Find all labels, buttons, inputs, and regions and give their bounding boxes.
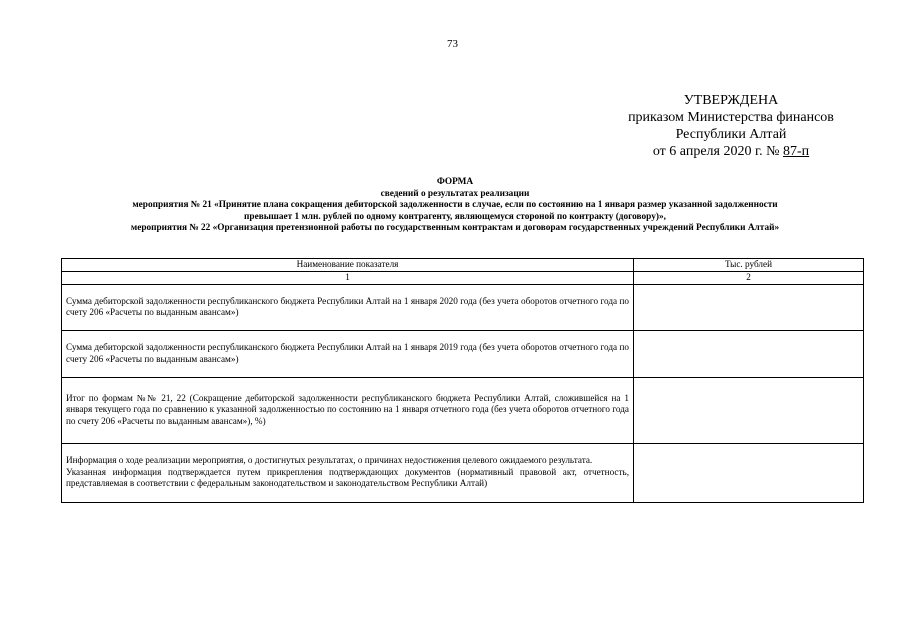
table-header-row (62, 259, 864, 272)
value-cell[interactable] (634, 377, 864, 443)
form-header (30, 177, 880, 235)
table-row (62, 284, 864, 330)
indicator-debt-2019: Сумма дебиторской задолженности республиканского бюджета Республики Алтай на 1 января 2019 года (без учета оборотов отчетного года по счету 206 «Расчеты по выданным авансам») (62, 330, 634, 377)
indicator-total-reduction: Итог по формам №№ 21, 22 (Сокращение дебиторской задолженности республиканского бюджета Республики Алтай, сложившейся на 1 января текущего года по сравнению к указанной задолженностью по состоянию на 1 января отчетного года (без учета оборотов отчетного года по счету 206 «Расчеты по выданным авансам»), %) (62, 377, 634, 443)
approval-date-line (560, 143, 902, 160)
progress-info-confirmation: Указанная информация подтверждается путем прикрепления подтверждающих документов (нормативный правовой акт, отчетность, представляемая в соответствии с федеральным законодательством и законодательством Республики Алтай) (66, 466, 629, 489)
progress-info-text: Информация о ходе реализации мероприятия, о достигнутых результатах, о причинах недостижения целевого ожидаемого результата. (66, 455, 593, 466)
form-measure-21-line2: превышает 1 млн. рублей по одному контрагенту, являющемуся стороной по контракту (договору)», (244, 211, 666, 222)
column-number-1: 1 (62, 271, 634, 284)
form-measure-21-line1: мероприятия № 21 «Принятие плана сокращения дебиторской задолженности в случае, если по состоянию на 1 января размер указанной задолженности (132, 200, 778, 211)
approval-date: от 6 апреля 2020 г. № (652, 144, 783, 159)
column-header-thousand-rubles: Тыс. рублей (634, 259, 864, 272)
form-title: ФОРМА (436, 177, 474, 187)
indicator-debt-2020: Сумма дебиторской задолженности республиканского бюджета Республики Алтай на 1 января 2020 года (без учета оборотов отчетного года по счету 206 «Расчеты по выданным авансам») (62, 284, 634, 330)
approval-title: УТВЕРЖДЕНА (683, 93, 779, 108)
column-number-2: 2 (634, 271, 864, 284)
value-cell[interactable] (634, 284, 864, 330)
value-cell[interactable] (634, 443, 864, 502)
approval-republic-line: Республики Алтай (675, 127, 787, 142)
column-header-indicator: Наименование показателя (62, 259, 634, 272)
approval-order-number: 87-п (782, 144, 810, 159)
indicator-progress-info (62, 443, 634, 502)
table-row (62, 330, 864, 377)
approval-stamp (560, 92, 902, 160)
table-row (62, 443, 864, 502)
approval-order-line: приказом Министерства финансов (628, 110, 834, 125)
column-number-row (62, 271, 864, 284)
form-subtitle: сведений о результатах реализации (380, 188, 530, 199)
value-cell[interactable] (634, 330, 864, 377)
table-row (62, 377, 864, 443)
report-table (61, 258, 864, 503)
form-measure-22: мероприятия № 22 «Организация претензионной работы по государственным контрактам и договорам государственных учреждений Республики Алтай» (130, 223, 780, 234)
page-number: 73 (447, 38, 458, 50)
